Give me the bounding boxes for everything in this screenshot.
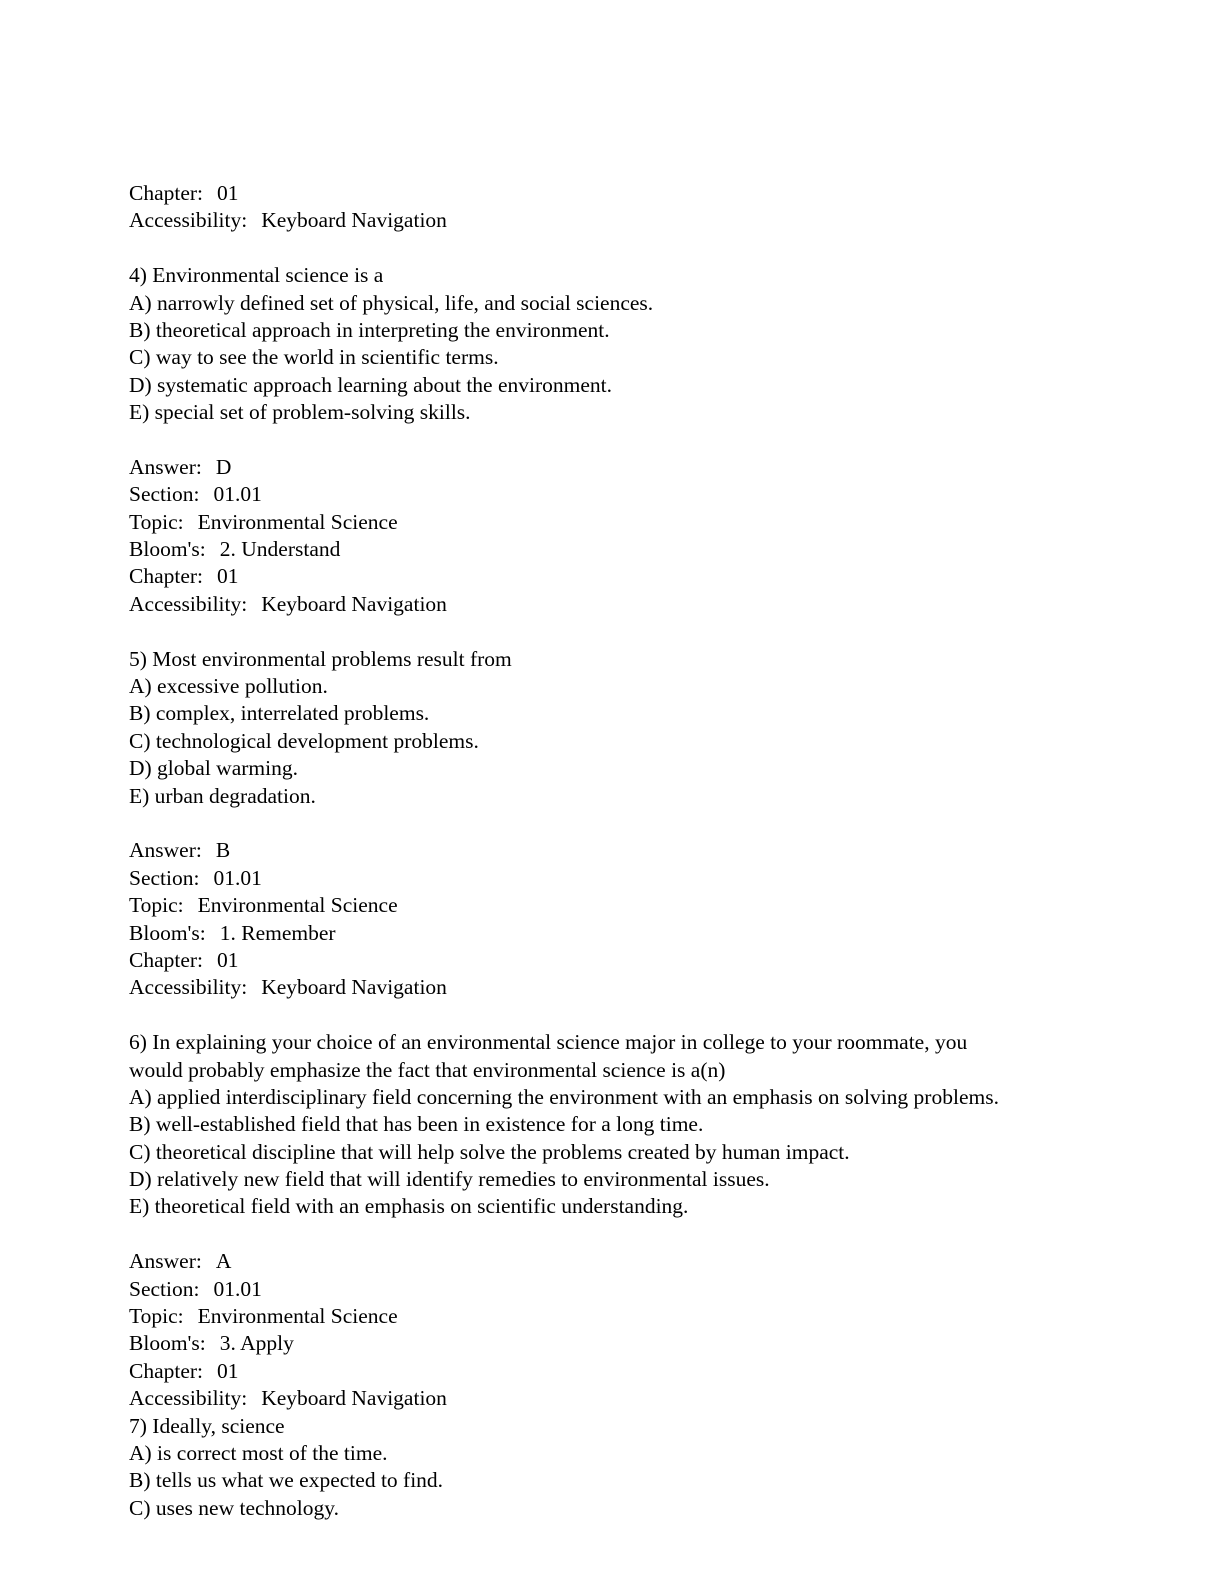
- answer-option: A) narrowly defined set of physical, life, and social sciences.: [129, 290, 654, 315]
- meta-value: Keyboard Navigation: [261, 591, 447, 616]
- meta-topic-line: [129, 1303, 1129, 1330]
- answer-option: C) technological development problems.: [129, 728, 479, 753]
- answer-option: C) uses new technology.: [129, 1495, 339, 1520]
- meta-label: Chapter:: [129, 1358, 204, 1383]
- question-stem: 6) In explaining your choice of an environmental science major in college to your roommate, you: [129, 1030, 968, 1055]
- spacer: [129, 235, 1129, 262]
- meta-label: Section:: [129, 482, 200, 507]
- meta-value: Environmental Science: [197, 509, 398, 534]
- answer-option: B) theoretical approach in interpreting the environment.: [129, 317, 610, 342]
- answer-option: C) way to see the world in scientific terms.: [129, 345, 499, 370]
- meta-chapter-line: [129, 563, 1129, 590]
- meta-value: 01: [217, 181, 239, 205]
- meta-label: Topic:: [129, 509, 184, 534]
- meta-blooms-line: [129, 1330, 1129, 1357]
- question-stem: 4) Environmental science is a: [129, 263, 384, 288]
- meta-label: Chapter:: [129, 947, 204, 972]
- meta-label: Bloom's:: [129, 537, 206, 562]
- meta-section-line: [129, 1276, 1129, 1303]
- meta-value: D: [215, 454, 232, 479]
- meta-accessibility-line: [129, 591, 1129, 618]
- meta-label: Chapter:: [129, 181, 204, 205]
- meta-blooms-line: [129, 920, 1129, 947]
- meta-label: Accessibility:: [129, 975, 248, 1000]
- meta-label: Answer:: [129, 838, 202, 863]
- meta-value: Environmental Science: [197, 893, 398, 918]
- meta-value: 01.01: [213, 1276, 262, 1301]
- meta-chapter-line: [129, 1358, 1129, 1385]
- meta-label: Topic:: [129, 1304, 184, 1329]
- spacer: [129, 618, 1129, 645]
- meta-label: Topic:: [129, 893, 184, 918]
- meta-label: Section:: [129, 865, 200, 890]
- answer-option: A) applied interdisciplinary field concerning the environment with an emphasis on solving problems.: [129, 1084, 999, 1109]
- meta-value: Keyboard Navigation: [261, 975, 447, 1000]
- answer-option: A) is correct most of the time.: [129, 1440, 388, 1465]
- meta-accessibility-line: [129, 1385, 1129, 1412]
- answer-option: E) special set of problem-solving skills.: [129, 400, 471, 425]
- meta-section-line: [129, 481, 1129, 508]
- meta-label: Bloom's:: [129, 920, 206, 945]
- meta-value: 2. Understand: [219, 537, 341, 562]
- answer-option: B) well-established field that has been in existence for a long time.: [129, 1112, 704, 1137]
- meta-value: 01.01: [213, 865, 262, 890]
- meta-accessibility-line: [129, 207, 1129, 234]
- meta-value: A: [215, 1249, 232, 1274]
- spacer: [129, 810, 1129, 837]
- meta-value: 01.01: [213, 482, 262, 507]
- meta-label: Accessibility:: [129, 591, 248, 616]
- spacer: [129, 1002, 1129, 1029]
- meta-chapter-line: [129, 180, 1129, 207]
- meta-value: 01: [217, 564, 239, 589]
- meta-value: 1. Remember: [219, 920, 336, 945]
- meta-label: Answer:: [129, 1249, 202, 1274]
- meta-label: Accessibility:: [129, 1386, 248, 1411]
- answer-option: D) relatively new field that will identify remedies to environmental issues.: [129, 1167, 770, 1192]
- meta-value: Keyboard Navigation: [261, 1386, 447, 1411]
- meta-value: B: [215, 838, 231, 863]
- meta-value: Keyboard Navigation: [261, 208, 447, 233]
- meta-topic-line: [129, 509, 1129, 536]
- document-page: [129, 180, 1129, 1522]
- meta-label: Section:: [129, 1276, 200, 1301]
- meta-value: Environmental Science: [197, 1304, 398, 1329]
- meta-accessibility-line: [129, 974, 1129, 1001]
- question-stem: 5) Most environmental problems result from: [129, 646, 512, 671]
- meta-section-line: [129, 865, 1129, 892]
- meta-blooms-line: [129, 536, 1129, 563]
- answer-option: C) theoretical discipline that will help solve the problems created by human impact.: [129, 1139, 850, 1164]
- answer-option: B) tells us what we expected to find.: [129, 1468, 444, 1493]
- meta-label: Accessibility:: [129, 208, 248, 233]
- answer-option: B) complex, interrelated problems.: [129, 701, 430, 726]
- meta-label: Bloom's:: [129, 1331, 206, 1356]
- answer-option: D) global warming.: [129, 756, 298, 781]
- meta-answer-line: [129, 454, 1129, 481]
- spacer: [129, 427, 1129, 454]
- meta-topic-line: [129, 892, 1129, 919]
- meta-answer-line: [129, 1248, 1129, 1275]
- question-stem: would probably emphasize the fact that environmental science is a(n): [129, 1057, 726, 1082]
- answer-option: A) excessive pollution.: [129, 674, 328, 699]
- answer-option: D) systematic approach learning about the environment.: [129, 372, 612, 397]
- meta-value: 01: [217, 1358, 239, 1383]
- meta-value: 3. Apply: [219, 1331, 294, 1356]
- question-stem: 7) Ideally, science: [129, 1413, 285, 1438]
- spacer: [129, 1221, 1129, 1248]
- meta-label: Answer:: [129, 454, 202, 479]
- answer-option: E) theoretical field with an emphasis on scientific understanding.: [129, 1194, 689, 1219]
- answer-option: E) urban degradation.: [129, 783, 316, 808]
- meta-label: Chapter:: [129, 564, 204, 589]
- meta-value: 01: [217, 947, 239, 972]
- meta-chapter-line: [129, 947, 1129, 974]
- meta-answer-line: [129, 837, 1129, 864]
